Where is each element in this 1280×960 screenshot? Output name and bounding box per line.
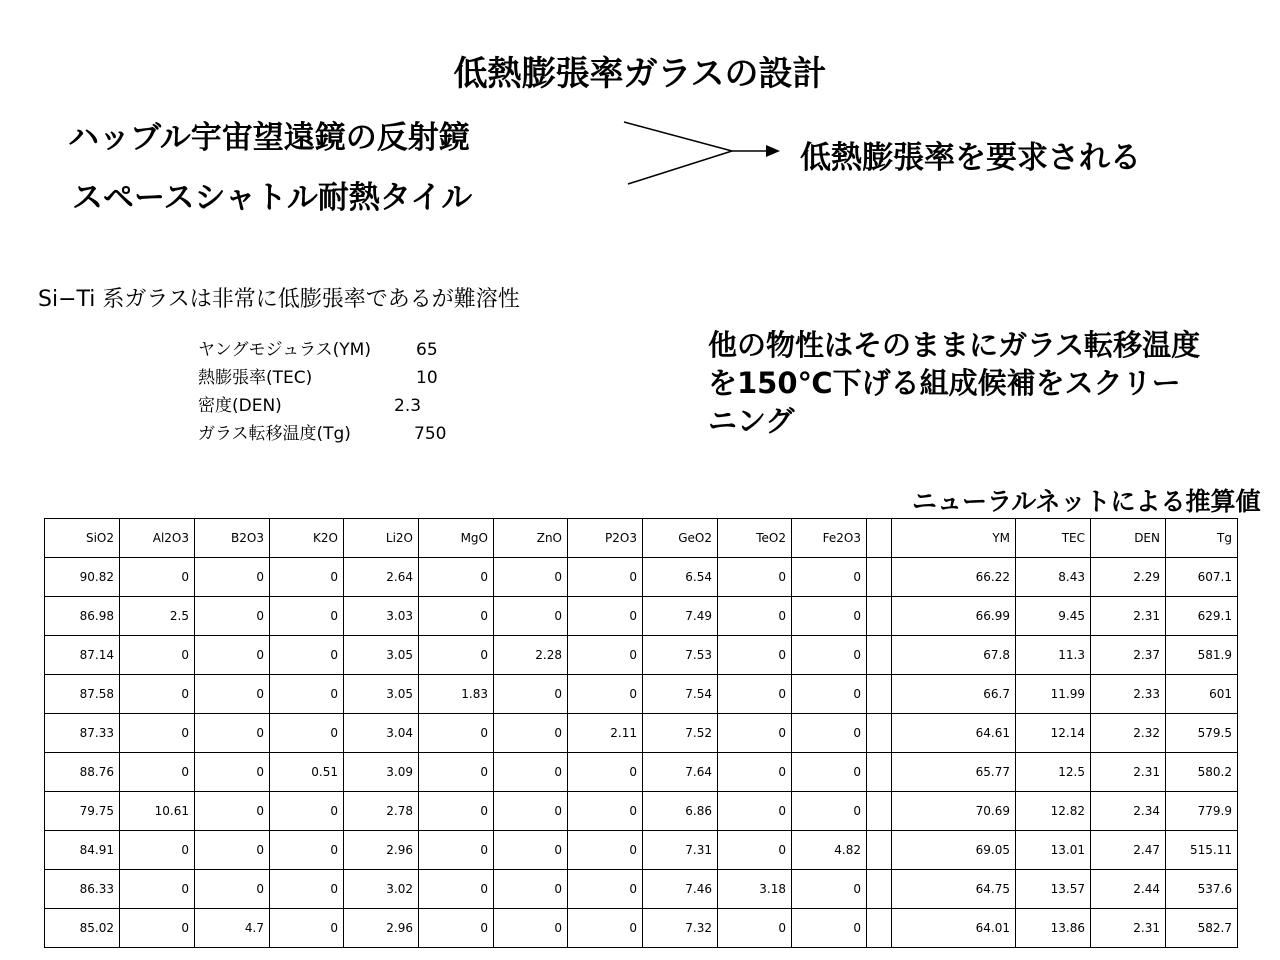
table-cell: 3.04	[344, 714, 419, 753]
table-cell: 0	[195, 636, 270, 675]
table-cell: 86.33	[45, 870, 120, 909]
table-cell: 0	[494, 714, 568, 753]
table-cell: 87.58	[45, 675, 120, 714]
table-cell: 0	[195, 792, 270, 831]
table-cell: 6.54	[643, 558, 718, 597]
table-cell: 0	[568, 675, 643, 714]
table-cell: 0	[568, 831, 643, 870]
table-cell: 0	[120, 558, 195, 597]
table-cell: 90.82	[45, 558, 120, 597]
table-cell: 3.05	[344, 636, 419, 675]
table-row	[45, 792, 1238, 831]
table-cell: 12.82	[1016, 792, 1091, 831]
property-label: 密度(DEN)	[198, 396, 282, 416]
table-cell: 87.33	[45, 714, 120, 753]
table-cell: 0	[718, 558, 792, 597]
table-cell: 0	[120, 831, 195, 870]
table-cell: 579.5	[1166, 714, 1238, 753]
table-cell: 0	[270, 558, 344, 597]
table-cell: 0	[120, 636, 195, 675]
table-cell: 13.86	[1016, 909, 1091, 948]
merge-arrow-icon	[620, 118, 790, 190]
table-cell: 4.7	[195, 909, 270, 948]
table-cell: 0	[792, 753, 867, 792]
column-header: P2O3	[568, 519, 643, 558]
table-cell: 0	[718, 792, 792, 831]
table-cell: 0	[270, 792, 344, 831]
column-header: SiO2	[45, 519, 120, 558]
use-hubble-mirror: ハッブル宇宙望遠鏡の反射鏡	[68, 120, 470, 156]
table-row	[45, 909, 1238, 948]
table-cell: 64.75	[892, 870, 1016, 909]
table-cell: 1.83	[419, 675, 494, 714]
table-cell: 3.02	[344, 870, 419, 909]
table-cell: 779.9	[1166, 792, 1238, 831]
table-cell: 85.02	[45, 909, 120, 948]
table-cell: 84.91	[45, 831, 120, 870]
table-row	[45, 831, 1238, 870]
table-cell: 13.01	[1016, 831, 1091, 870]
table-cell: 0	[568, 753, 643, 792]
column-gap	[867, 753, 892, 792]
page-title: 低熱膨張率ガラスの設計	[453, 54, 827, 94]
column-header: Fe2O3	[792, 519, 867, 558]
column-gap	[867, 675, 892, 714]
table-row	[45, 558, 1238, 597]
composition-table	[44, 518, 1238, 948]
table-cell: 582.7	[1166, 909, 1238, 948]
table-cell: 13.57	[1016, 870, 1091, 909]
nn-estimate-label: ニューラルネットによる推算値	[912, 487, 1261, 516]
table-cell: 0	[195, 675, 270, 714]
table-cell: 0	[419, 714, 494, 753]
column-gap	[867, 636, 892, 675]
column-header: K2O	[270, 519, 344, 558]
table-cell: 10.61	[120, 792, 195, 831]
table-cell: 0	[120, 675, 195, 714]
table-cell: 0	[419, 597, 494, 636]
table-cell: 0	[494, 909, 568, 948]
table-cell: 86.98	[45, 597, 120, 636]
table-cell: 0	[419, 831, 494, 870]
property-list	[198, 336, 458, 448]
table-cell: 0	[792, 714, 867, 753]
property-label: 熱膨張率(TEC)	[198, 368, 313, 388]
table-cell: 2.47	[1091, 831, 1166, 870]
table-cell: 581.9	[1166, 636, 1238, 675]
table-cell: 11.99	[1016, 675, 1091, 714]
table-cell: 66.7	[892, 675, 1016, 714]
screening-note: 他の物性はそのままにガラス転移温度を150℃下げる組成候補をスクリーニング	[708, 328, 1201, 438]
table-cell: 0	[120, 753, 195, 792]
table-cell: 0	[792, 636, 867, 675]
column-gap	[867, 558, 892, 597]
property-value: 750	[414, 424, 447, 444]
column-header: Al2O3	[120, 519, 195, 558]
table-cell: 66.99	[892, 597, 1016, 636]
table-cell: 0	[568, 558, 643, 597]
column-gap	[867, 870, 892, 909]
table-cell: 0	[494, 753, 568, 792]
property-value: 2.3	[394, 396, 422, 416]
table-cell: 0	[718, 636, 792, 675]
table-cell: 0	[419, 909, 494, 948]
column-header: DEN	[1091, 519, 1166, 558]
table-cell: 0	[568, 870, 643, 909]
table-cell: 0	[195, 870, 270, 909]
column-gap	[867, 909, 892, 948]
table-cell: 2.78	[344, 792, 419, 831]
table-row	[45, 675, 1238, 714]
table-cell: 0	[270, 831, 344, 870]
table-cell: 0	[792, 792, 867, 831]
table-cell: 0	[792, 558, 867, 597]
table-cell: 0	[792, 909, 867, 948]
table-cell: 0	[419, 636, 494, 675]
table-cell: 7.46	[643, 870, 718, 909]
table-cell: 537.6	[1166, 870, 1238, 909]
table-cell: 607.1	[1166, 558, 1238, 597]
table-cell: 0	[494, 870, 568, 909]
table-cell: 3.18	[718, 870, 792, 909]
table-cell: 0	[270, 714, 344, 753]
table-row	[45, 714, 1238, 753]
table-cell: 0	[568, 636, 643, 675]
table-cell: 0	[792, 870, 867, 909]
table-cell: 0	[270, 870, 344, 909]
table-cell: 0	[494, 597, 568, 636]
table-cell: 2.31	[1091, 597, 1166, 636]
table-cell: 515.11	[1166, 831, 1238, 870]
table-cell: 0	[270, 597, 344, 636]
table-cell: 629.1	[1166, 597, 1238, 636]
table-row	[45, 597, 1238, 636]
table-cell: 0	[195, 753, 270, 792]
table-cell: 0	[494, 831, 568, 870]
table-cell: 2.11	[568, 714, 643, 753]
table-row	[45, 870, 1238, 909]
table-cell: 0	[568, 909, 643, 948]
table-cell: 64.61	[892, 714, 1016, 753]
table-cell: 0	[195, 597, 270, 636]
table-cell: 0	[120, 714, 195, 753]
table-cell: 0	[270, 909, 344, 948]
table-cell: 7.53	[643, 636, 718, 675]
table-cell: 70.69	[892, 792, 1016, 831]
table-cell: 0	[718, 909, 792, 948]
table-cell: 2.28	[494, 636, 568, 675]
table-row	[45, 753, 1238, 792]
column-header: GeO2	[643, 519, 718, 558]
column-header: ZnO	[494, 519, 568, 558]
table-cell: 2.31	[1091, 909, 1166, 948]
table-cell: 2.96	[344, 909, 419, 948]
column-gap	[867, 792, 892, 831]
table-cell: 601	[1166, 675, 1238, 714]
table-cell: 0	[568, 597, 643, 636]
table-cell: 0	[718, 597, 792, 636]
table-cell: 0	[270, 636, 344, 675]
table-cell: 2.31	[1091, 753, 1166, 792]
table-cell: 12.5	[1016, 753, 1091, 792]
table-cell: 0	[718, 831, 792, 870]
column-header: B2O3	[195, 519, 270, 558]
table-cell: 11.3	[1016, 636, 1091, 675]
property-label: ガラス転移温度(Tg)	[198, 424, 351, 444]
column-header: Tg	[1166, 519, 1238, 558]
table-cell: 0	[195, 831, 270, 870]
table-cell: 580.2	[1166, 753, 1238, 792]
table-cell: 8.43	[1016, 558, 1091, 597]
table-cell: 12.14	[1016, 714, 1091, 753]
table-cell: 0	[419, 870, 494, 909]
table-cell: 0	[270, 675, 344, 714]
table-cell: 7.49	[643, 597, 718, 636]
table-cell: 2.34	[1091, 792, 1166, 831]
table-cell: 2.64	[344, 558, 419, 597]
table-cell: 0	[419, 753, 494, 792]
table-cell: 9.45	[1016, 597, 1091, 636]
property-label: ヤングモジュラス(YM)	[198, 340, 371, 360]
table-cell: 0	[494, 792, 568, 831]
table-cell: 3.09	[344, 753, 419, 792]
table-cell: 0	[718, 675, 792, 714]
table-cell: 7.54	[643, 675, 718, 714]
table-cell: 0	[494, 558, 568, 597]
table-cell: 0	[419, 792, 494, 831]
table-cell: 7.32	[643, 909, 718, 948]
table-cell: 69.05	[892, 831, 1016, 870]
column-header: TEC	[1016, 519, 1091, 558]
table-cell: 7.31	[643, 831, 718, 870]
column-header: Li2O	[344, 519, 419, 558]
table-cell: 2.37	[1091, 636, 1166, 675]
table-cell: 4.82	[792, 831, 867, 870]
property-value: 65	[416, 340, 438, 360]
column-gap	[867, 519, 892, 558]
table-cell: 2.96	[344, 831, 419, 870]
table-cell: 7.52	[643, 714, 718, 753]
table-cell: 0	[792, 597, 867, 636]
column-header: TeO2	[718, 519, 792, 558]
table-cell: 2.5	[120, 597, 195, 636]
table-cell: 3.03	[344, 597, 419, 636]
column-gap	[867, 714, 892, 753]
table-cell: 79.75	[45, 792, 120, 831]
table-cell: 0.51	[270, 753, 344, 792]
table-row	[45, 636, 1238, 675]
system-note: Si−Ti 系ガラスは非常に低膨張率であるが難溶性	[38, 287, 520, 312]
table-cell: 0	[120, 909, 195, 948]
table-cell: 0	[494, 675, 568, 714]
table-cell: 0	[718, 714, 792, 753]
column-header: YM	[892, 519, 1016, 558]
table-cell: 6.86	[643, 792, 718, 831]
requirement-text: 低熱膨張率を要求される	[800, 140, 1141, 176]
table-cell: 0	[419, 558, 494, 597]
use-shuttle-tile: スペースシャトル耐熱タイル	[72, 180, 473, 216]
property-value: 10	[416, 368, 438, 388]
table-cell: 66.22	[892, 558, 1016, 597]
table-cell: 2.44	[1091, 870, 1166, 909]
table-cell: 2.33	[1091, 675, 1166, 714]
table-cell: 0	[792, 675, 867, 714]
table-cell: 0	[195, 558, 270, 597]
column-gap	[867, 831, 892, 870]
table-cell: 2.32	[1091, 714, 1166, 753]
column-gap	[867, 597, 892, 636]
table-cell: 0	[568, 792, 643, 831]
table-cell: 0	[718, 753, 792, 792]
table-cell: 64.01	[892, 909, 1016, 948]
table-cell: 87.14	[45, 636, 120, 675]
table-cell: 88.76	[45, 753, 120, 792]
table-cell: 65.77	[892, 753, 1016, 792]
table-header-row	[45, 519, 1238, 558]
column-header: MgO	[419, 519, 494, 558]
table-cell: 2.29	[1091, 558, 1166, 597]
table-cell: 3.05	[344, 675, 419, 714]
table-cell: 67.8	[892, 636, 1016, 675]
table-cell: 0	[195, 714, 270, 753]
table-cell: 7.64	[643, 753, 718, 792]
table-cell: 0	[120, 870, 195, 909]
